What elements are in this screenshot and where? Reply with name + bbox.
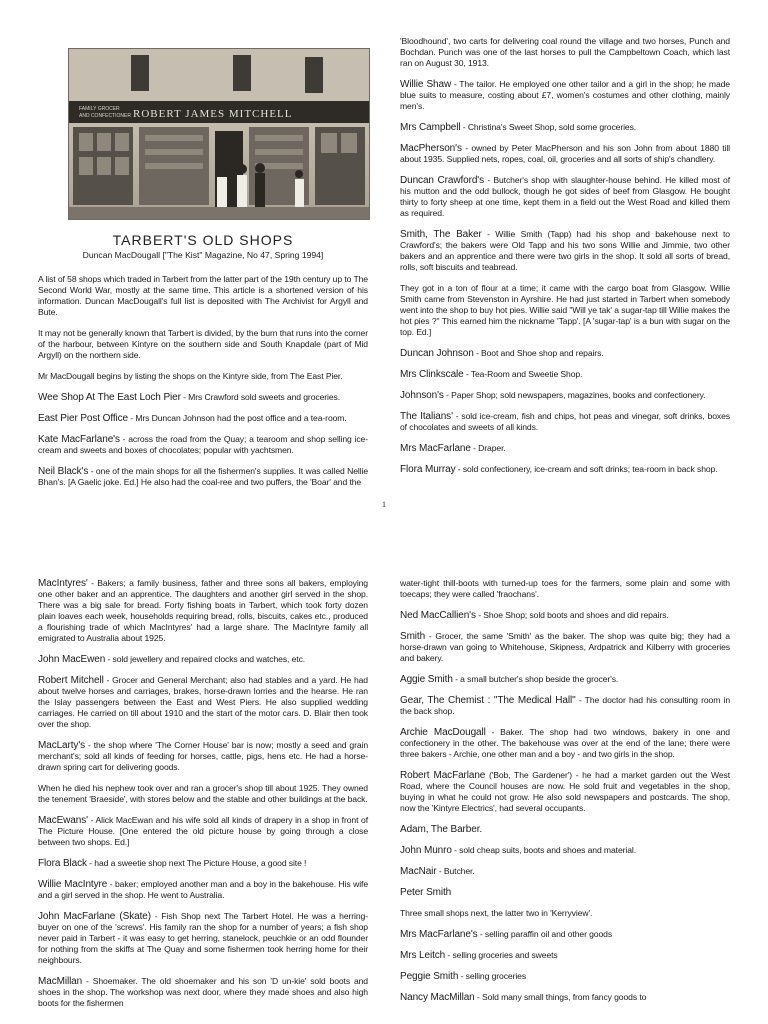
article-subtitle: Duncan MacDougall ["The Kist" Magazine, No 47, Spring 1994] (82, 250, 324, 260)
shop-entry (400, 674, 730, 685)
shop-name: John MacFarlane (Skate) (38, 911, 151, 922)
shop-description: - a small butcher's shop beside the grocer's. (452, 674, 619, 684)
shop-name: Mrs Campbell (400, 122, 461, 133)
shop-name: Kate MacFarlane's (38, 434, 120, 445)
shop-entry (38, 466, 368, 488)
shop-name: Archie MacDougall (400, 727, 486, 738)
shop-description: 'Bloodhound', two carts for delivering coal round the village and two horses, Punch and Bochdan. Punch was one of the last horses to pull the Campbeltown Coach, which last ran on August 30, 1913. (400, 36, 730, 68)
shop-entry (400, 283, 730, 338)
shop-name: Mrs MacFarlane (400, 443, 471, 454)
shop-name: MacLarty's (38, 740, 86, 751)
shop-name: Peter Smith (400, 887, 452, 898)
shop-name: Flora Black (38, 858, 87, 869)
shop-entry (400, 992, 730, 1003)
shop-entry (400, 369, 730, 380)
shop-description: - the shop where 'The Corner House' bar is now; mostly a seed and grain merchant's; sold all kinds of feeding for horses, cattle, pigs, hens etc. He had a horse-drawn spring cart for delivering goods. (38, 740, 368, 772)
shop-entry (400, 727, 730, 760)
shop-description: - Draper. (470, 443, 506, 453)
shop-description: - sold cheap suits, boots and shoes and material. (451, 845, 636, 855)
shop-name: Nancy MacMillan (400, 992, 475, 1003)
shop-description: - across the road from the Quay; a tearoom and shop selling ice-cream and sweets and boxes of chocolates; popular with yachtsmen. (38, 434, 368, 455)
shop-entry (400, 824, 730, 835)
page-gap (0, 520, 768, 568)
shop-description: - Sold many small things, from fancy goods to (474, 992, 647, 1002)
shop-entry (38, 740, 368, 773)
page-2 (0, 568, 768, 1024)
shop-description: - Grocer, the same 'Smith' as the baker. The shop was quite big; they had a horse-drawn van going to Whitehouse, Skipness, Ardpatrick and Kilberry with groceries and bakery. (400, 631, 730, 663)
shop-entry (400, 845, 730, 856)
shop-description: - selling groceries and sweets (445, 950, 558, 960)
shop-name: MacIntyres' (38, 578, 88, 589)
shop-entry (400, 971, 730, 982)
shop-entry (38, 858, 368, 869)
shop-entry (400, 610, 730, 621)
shop-name: Duncan Johnson (400, 348, 474, 359)
shop-description: - selling groceries (458, 971, 527, 981)
shop-entry (400, 79, 730, 112)
shop-name: MacPherson's (400, 143, 462, 154)
shop-description: - Shoemaker. The old shoemaker and his son 'D un-kie' sold boots and shoes in the shop. The workshop was next door, where they made shoes and also high boots for the fishermen (38, 976, 368, 1008)
shop-entry (38, 392, 368, 403)
shopfront-photo-drawing (69, 49, 369, 219)
shop-entry (400, 866, 730, 877)
shop-description: - Fish Shop next The Tarbert Hotel. He was a herring-buyer on one of the 'screws'. His family ran the shop for a number of years; a fish shop never paid in Tarbert - it was easy to get herring, stanelock, peuchkie or an odd flounder for nothing from the skiffs at The Quay and some fishermen took herring home for their neighbours. (38, 911, 368, 965)
shop-description: - owned by Peter MacPherson and his son John from about 1880 till about 1935. Supplied nets, ropes, coal, oil, groceries and all sorts of ship's chandlery. (400, 143, 730, 164)
shop-name: Johnson's (400, 390, 444, 401)
shop-entry (38, 879, 368, 901)
shop-description: - Alick MacEwan and his wife sold all kinds of drapery in a shop in front of The Picture House. [One entered the old picture house by going through a close between two shops. Ed.] (38, 815, 368, 847)
shop-name: Neil Black's (38, 466, 89, 477)
shop-name: Smith, The Baker (400, 229, 482, 240)
shop-entry (38, 815, 368, 848)
shop-description: - Willie Smith (Tapp) had his shop and bakehouse next to Crawford's; the bakers were Old Tapp and his two sons Willie and Jimmie, two other bakers and an apprentice and there were two girls in the shop. It sold all sorts of bread, rolls, soft biscuits and teabread. (400, 229, 730, 272)
shop-name: Willie Shaw (400, 79, 452, 90)
shop-name: Willie MacIntyre (38, 879, 108, 890)
shop-name: East Pier Post Office (38, 413, 128, 424)
shop-name: MacEwans' (38, 815, 88, 826)
shop-description: - sold jewellery and repaired clocks and watches, etc. (105, 654, 306, 664)
shop-description: - Grocer and General Merchant; also had stables and a yard. He had about twelve horses and carriages, brakes, horse-drawn lorries and the hearse. He ran the Islay passengers between the East and West Piers. He also supplied wedding carriages. He carried on till about 1910 and the start of the motor cars. D. Blair then took over the shop. (38, 675, 368, 729)
shop-entry (400, 950, 730, 961)
shop-description: - baker; employed another man and a boy in the bakehouse. His wife and a girl served in the shop. He went to Australia. (38, 879, 368, 900)
shop-name: Mrs Clinkscale (400, 369, 464, 380)
shop-entry (400, 443, 730, 454)
shopfront-photo (68, 48, 370, 220)
shop-description: - had a sweetie shop next The Picture House, a good site ! (86, 858, 307, 868)
shop-entry (38, 911, 368, 966)
shop-name: Robert MacFarlane (400, 770, 486, 781)
shop-description: - Bakers; a family business, father and three sons all bakers, employing one other baker and an apprentice. The daughters and another girl served in the shop. There was a big sale for bread. Forty fishing boats in Tarbert, which took forty dozen plain loaves each week, households requiring bread, rolls, biscuits, cakes etc., produced a flourishing trade of which MacIntyres' had a large share. The MacIntyre family all emigrated to Australia about 1925. (38, 578, 368, 643)
shop-entry (400, 631, 730, 664)
shop-description: They got in a ton of flour at a time; it came with the cargo boat from Glasgow. Willie Smith came from Stevenston in Ayrshire. He had just started in Tarbert when somebody went into the shop to buy hot pies. Willie said "Will ye tak' a sugar-tap till Willie makes the hot pies ?" This earned him the nickname 'Tapp'. [A 'sugar-tap' is a bun with sugar on the top. Ed.] (400, 283, 730, 337)
shop-entry (400, 122, 730, 133)
shop-entry (38, 578, 368, 644)
shop-entry (400, 411, 730, 433)
shop-description: - Tea-Room and Sweetie Shop. (463, 369, 583, 379)
shop-entry (400, 908, 730, 919)
shop-entry (38, 783, 368, 805)
shop-entry (400, 390, 730, 401)
intro-paragraph: It may not be generally known that Tarbert is divided, by the burn that runs into the corner of the harbour, between Kintyre on the southern side and South Knapdale (part of Mid Argyll) on the northern side. (38, 328, 368, 360)
sign-left-line2: AND CONFECTIONER (79, 113, 131, 119)
intro-paragraph: Mr MacDougall begins by listing the shops on the Kintyre side, from The East Pier. (38, 371, 343, 381)
shop-entry (400, 143, 730, 165)
shop-description: - Mrs Duncan Johnson had the post office and a tea-room. (127, 413, 347, 423)
shop-entry (400, 929, 730, 940)
shop-name: Smith (400, 631, 426, 642)
shop-entry (400, 229, 730, 273)
sign-main: ROBERT JAMES MITCHELL (133, 108, 293, 120)
shop-entry (38, 976, 368, 1009)
shop-name: MacMillan (38, 976, 83, 987)
shop-description: When he died his nephew took over and ran a grocer's shop till about 1925. They owned the tenement 'Braeside', with stores below and the stable and other buildings at the back. (38, 783, 368, 804)
shop-description: - Boot and Shoe shop and repairs. (473, 348, 604, 358)
shop-entry (400, 887, 730, 898)
intro-paragraph: A list of 58 shops which traded in Tarbert from the latter part of the 19th century up to The Second World War, mostly at the same time. This article is a shortened version of his information. Duncan MacDougall's full list is deposited with The Archivist for Argyll and Bute. (38, 274, 368, 317)
shop-entry (400, 348, 730, 359)
shop-entry (400, 36, 730, 69)
shop-description: - Butcher's shop with slaughter-house behind. He killed most of his mutton and the odd bullock, though he got sides of beef from Glasgow. He bought thirty to forty sheep at one time, kept them in a field out the West Road and killed them as required. (400, 175, 730, 218)
shop-description: - Butcher. (436, 866, 475, 876)
shop-description: - Christina's Sweet Shop, sold some groceries. (460, 122, 637, 132)
shop-description: - Shoe Shop; sold boots and shoes and did repairs. (475, 610, 669, 620)
shop-entry (38, 654, 368, 665)
shop-name: John MacEwen (38, 654, 106, 665)
shop-name: Ned MacCallien's (400, 610, 476, 621)
shop-name: MacNair (400, 866, 437, 877)
shop-description: - sold confectionery, ice-cream and soft drinks; tea-room in back shop. (455, 464, 718, 474)
shop-name: Gear, The Chemist : "The Medical Hall" (400, 695, 576, 706)
shop-name: Flora Murray (400, 464, 456, 475)
shop-entry (38, 413, 368, 424)
page-number: 1 (382, 500, 386, 509)
shop-description: ('Bob, The Gardener') - he had a market garden out the West Road, where the Council houses are now. He sold fruit and vegetables in the shop, buying in what he could not grow. He also sold newspapers and postcards. The shop, now the 'Kintyre Electrics', had several occupants. (400, 770, 730, 813)
sign-left-line1: FAMILY GROCER (79, 106, 120, 112)
shop-name: Duncan Crawford's (400, 175, 485, 186)
shop-entry (400, 175, 730, 219)
shop-name: Aggie Smith (400, 674, 453, 685)
shop-entry (400, 464, 730, 475)
shop-description: - The tailor. He employed one other tailor and a girl in the shop; he made blue suits to measure, costing about £7, women's costumes and other clothing, mainly men's. (400, 79, 730, 111)
shop-entry (38, 675, 368, 730)
page-2-left-column (38, 578, 368, 1019)
shop-entry (400, 578, 730, 600)
shop-description: - Mrs Crawford sold sweets and groceries. (180, 392, 340, 402)
shop-name: Adam, The Barber. (400, 824, 483, 835)
page-2-right-column (400, 578, 730, 1013)
shop-name: Mrs MacFarlane's (400, 929, 478, 940)
shop-description: - sold ice-cream, fish and chips, hot peas and vinegar, soft drinks, boxes of chocolates and sweets of all kinds. (400, 411, 730, 432)
shop-description: - selling paraffin oil and other goods (477, 929, 613, 939)
page-1-left-column (38, 48, 368, 498)
shop-name: Robert Mitchell (38, 675, 104, 686)
shop-description: - one of the main shops for all the fishermen's supplies. It was called Nellie Bhan's. [A Gaelic joke. Ed.] He also had the coal-ree and two puffers, the 'Boar' and the (38, 466, 369, 487)
shop-name: John Munro (400, 845, 452, 856)
shop-name: Wee Shop At The East Loch Pier (38, 392, 181, 403)
shop-description: water-tight thill-boots with turned-up toes for the farmers, some plain and some with toecaps; they were called 'fraochans'. (400, 578, 730, 599)
shop-entry (400, 770, 730, 814)
shop-description: Three small shops next, the latter two in 'Kerryview'. (400, 908, 593, 918)
shop-description: - Paper Shop; sold newspapers, magazines, books and confectionery. (443, 390, 706, 400)
shop-name: Mrs Leitch (400, 950, 446, 961)
shop-name: The Italians' (400, 411, 453, 422)
shop-entry (400, 695, 730, 717)
shop-description: - The doctor had his consulting room in the back shop. (400, 695, 730, 716)
shop-entry (38, 434, 368, 456)
page-1-right-column (400, 36, 730, 485)
article-title: TARBERT'S OLD SHOPS (112, 232, 294, 248)
shop-description: - Baker. The shop had two windows, bakery in one and confectionery in the other. The bakehouse was over at the end of the lane; there were three bakers - Archie, one other man and a boy - and two girls in the shop. (400, 727, 730, 759)
shop-name: Peggie Smith (400, 971, 459, 982)
